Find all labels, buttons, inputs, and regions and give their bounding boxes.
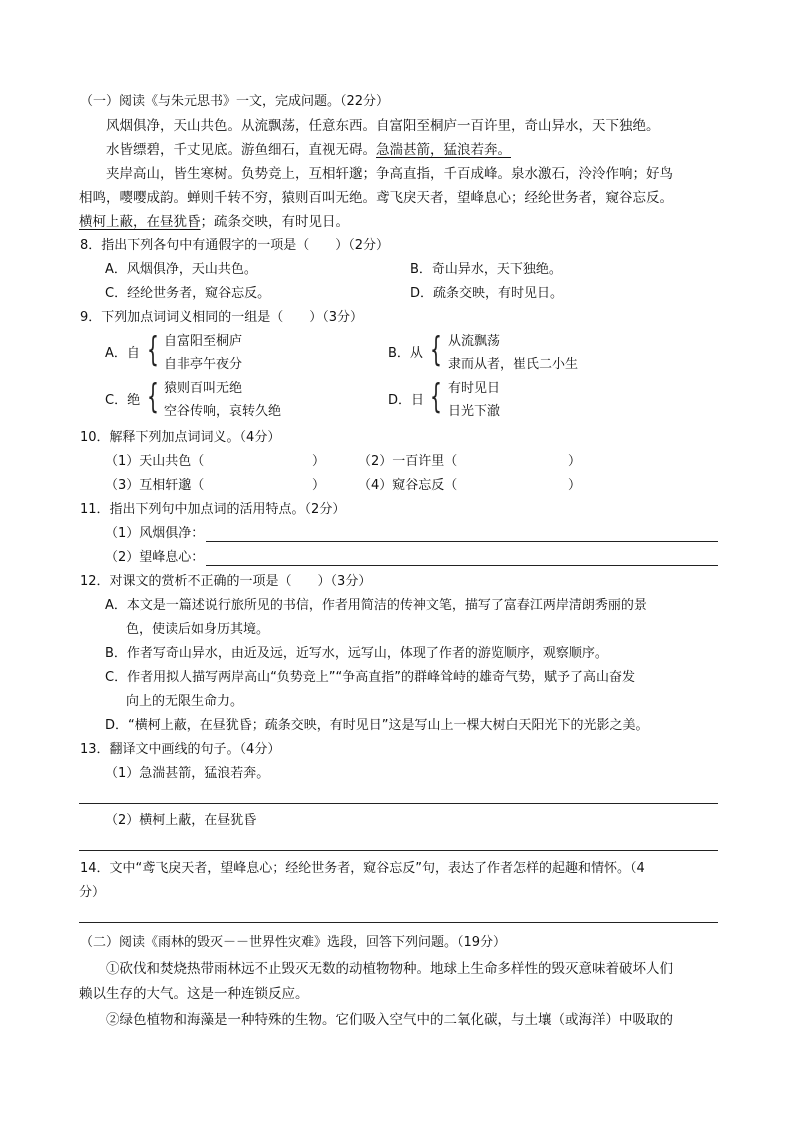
- part2-paragraph-1-line-1: ①砍伐和焚烧热带雨林远不止毁灭无数的动植物物种。地球上生命多样性的毁灭意味着破坏人们: [106, 961, 673, 977]
- q13-stem: 13．翻译文中画线的句子。（4分）: [80, 742, 281, 757]
- q10-item-2-close: ）: [568, 454, 582, 469]
- q8-option-c: C．经纶世务者，窥谷忘反。: [105, 286, 271, 301]
- q10-item-1-close: ）: [312, 454, 326, 469]
- q12-option-c-line-1: C．作者用拟人描写两岸高山“负势竞上”“争高直指”的群峰耸峙的雄奇气势，赋予了高山奋发: [105, 670, 636, 685]
- q12-stem: 12．对课文的赏析不正确的一项是（ ）（3分）: [80, 574, 372, 589]
- q10-item-3-close: ）: [312, 478, 326, 493]
- q9-option-b-label: B．从: [388, 346, 423, 361]
- q8-option-d: D．疏条交映，有时见日。: [410, 286, 564, 301]
- underlined-sentence-1: 急湍甚箭，猛浪若奔。: [376, 142, 511, 158]
- section-1-heading: （一）阅读《与朱元思书》一文，完成问题。（22分）: [80, 94, 390, 109]
- passage-paragraph-3-line-2: 相鸣，嘤嘤成韵。蝉则千转不穷，猿则百叫无绝。鸢飞戾天者，望峰息心；经纶世务者，窥谷忘反。: [79, 190, 673, 206]
- q12-option-a-line-1: A．本文是一篇述说行旅所见的书信，作者用简洁的传神文笔，描写了富春江两岸清朗秀丽的景: [105, 598, 647, 613]
- answer-line: [79, 922, 718, 923]
- passage-paragraph-3-line-3: [79, 213, 349, 231]
- q9-option-d-item-2: 日光下澈: [448, 404, 501, 419]
- brace-icon: {: [147, 330, 159, 370]
- q10-item-2: （2）一百许里（: [358, 454, 458, 469]
- underlined-sentence-2: 横柯上蔽，在昼犹昏: [79, 214, 201, 230]
- passage-paragraph-2: [106, 141, 511, 159]
- q11-stem: 11．指出下列句中加点词的活用特点。（2分）: [80, 502, 346, 517]
- q8-stem: 8．指出下列各句中有通假字的一项是（ ）（2分）: [80, 238, 390, 253]
- q9-option-a-item-2: 自非亭午夜分: [164, 357, 243, 372]
- part2-paragraph-1-line-2: 赖以生存的大气。这是一种连锁反应。: [79, 986, 309, 1002]
- q9-option-d-label: D．日: [388, 393, 425, 408]
- q12-option-c-line-2: 向上的无限生命力。: [126, 694, 244, 709]
- q9-option-b-item-2: 隶而从者，崔氏二小生: [448, 357, 579, 372]
- q9-option-b-item-1: 从流飘荡: [448, 334, 501, 349]
- q8-option-a: A．风烟俱净，天山共色。: [105, 262, 257, 277]
- passage-p3-tail: ；疏条交映，有时见日。: [200, 214, 349, 230]
- q9-option-c-item-2: 空谷传响，哀转久绝: [164, 404, 282, 419]
- passage-paragraph-1: 风烟俱净，天山共色。从流飘荡，任意东西。自富阳至桐庐一百许里，奇山异水，天下独绝。: [106, 118, 660, 134]
- q9-option-c-item-1: 猿则百叫无绝: [164, 381, 243, 396]
- q12-option-a-line-2: 色，使读后如身历其境。: [126, 622, 270, 637]
- brace-icon: {: [147, 377, 159, 417]
- q13-item-1: （1）急湍甚箭，猛浪若奔。: [105, 766, 270, 781]
- q11-item-2: （2）望峰息心：: [105, 550, 205, 565]
- section-2-heading: （二）阅读《雨林的毁灭－－世界性灾难》选段，回答下列问题。（19分）: [80, 935, 507, 950]
- q9-stem: 9．下列加点词词义相同的一组是（ ）（3分）: [80, 310, 364, 325]
- part2-paragraph-2-line-1: ②绿色植物和海藻是一种特殊的生物。它们吸入空气中的二氧化碳，与土壤（或海洋）中吸取的: [106, 1012, 673, 1028]
- q11-item-1: （1）风烟俱净：: [105, 526, 205, 541]
- q9-option-a-label: A．自: [105, 346, 140, 361]
- q14-stem-line-2: 分）: [79, 885, 106, 900]
- answer-line: [206, 565, 718, 566]
- passage-paragraph-3-line-1: 夹岸高山，皆生寒树。负势竞上，互相轩邈；争高直指，千百成峰。泉水激石，泠泠作响；好鸟: [106, 166, 673, 182]
- brace-icon: {: [430, 330, 442, 370]
- answer-line: [79, 850, 718, 851]
- q10-item-4: （4）窥谷忘反（: [358, 478, 458, 493]
- q9-option-a-item-1: 自富阳至桐庐: [164, 334, 243, 349]
- q9-option-d-item-1: 有时见日: [448, 381, 501, 396]
- q12-option-b: B．作者写奇山异水，由近及远，近写水，远写山，体现了作者的游览顺序，观察顺序。: [105, 646, 608, 661]
- q14-stem-line-1: 14．文中“鸢飞戾天者，望峰息心；经纶世务者，窥谷忘反”句，表达了作者怎样的起趣和情怀。（4: [80, 861, 645, 876]
- passage-p2-text: 水皆缥碧，千丈见底。游鱼细石，直视无碍。: [106, 142, 376, 158]
- q10-stem: 10．解释下列加点词词义。（4分）: [80, 430, 281, 445]
- q13-item-2: （2）横柯上蔽，在昼犹昏: [105, 813, 257, 828]
- brace-icon: {: [430, 377, 442, 417]
- q10-item-3: （3）互相轩邈（: [105, 478, 205, 493]
- q10-item-1: （1）天山共色（: [105, 454, 205, 469]
- q8-option-b: B．奇山异水，天下独绝。: [410, 262, 562, 277]
- q9-option-c-label: C．绝: [105, 393, 141, 408]
- answer-line: [79, 803, 718, 804]
- answer-line: [206, 541, 718, 542]
- q12-option-d: D．“横柯上蔽，在昼犹昏；疏条交映，有时见日”这是写山上一棵大树白天阳光下的光影之美。: [105, 718, 649, 733]
- q10-item-4-close: ）: [568, 478, 582, 493]
